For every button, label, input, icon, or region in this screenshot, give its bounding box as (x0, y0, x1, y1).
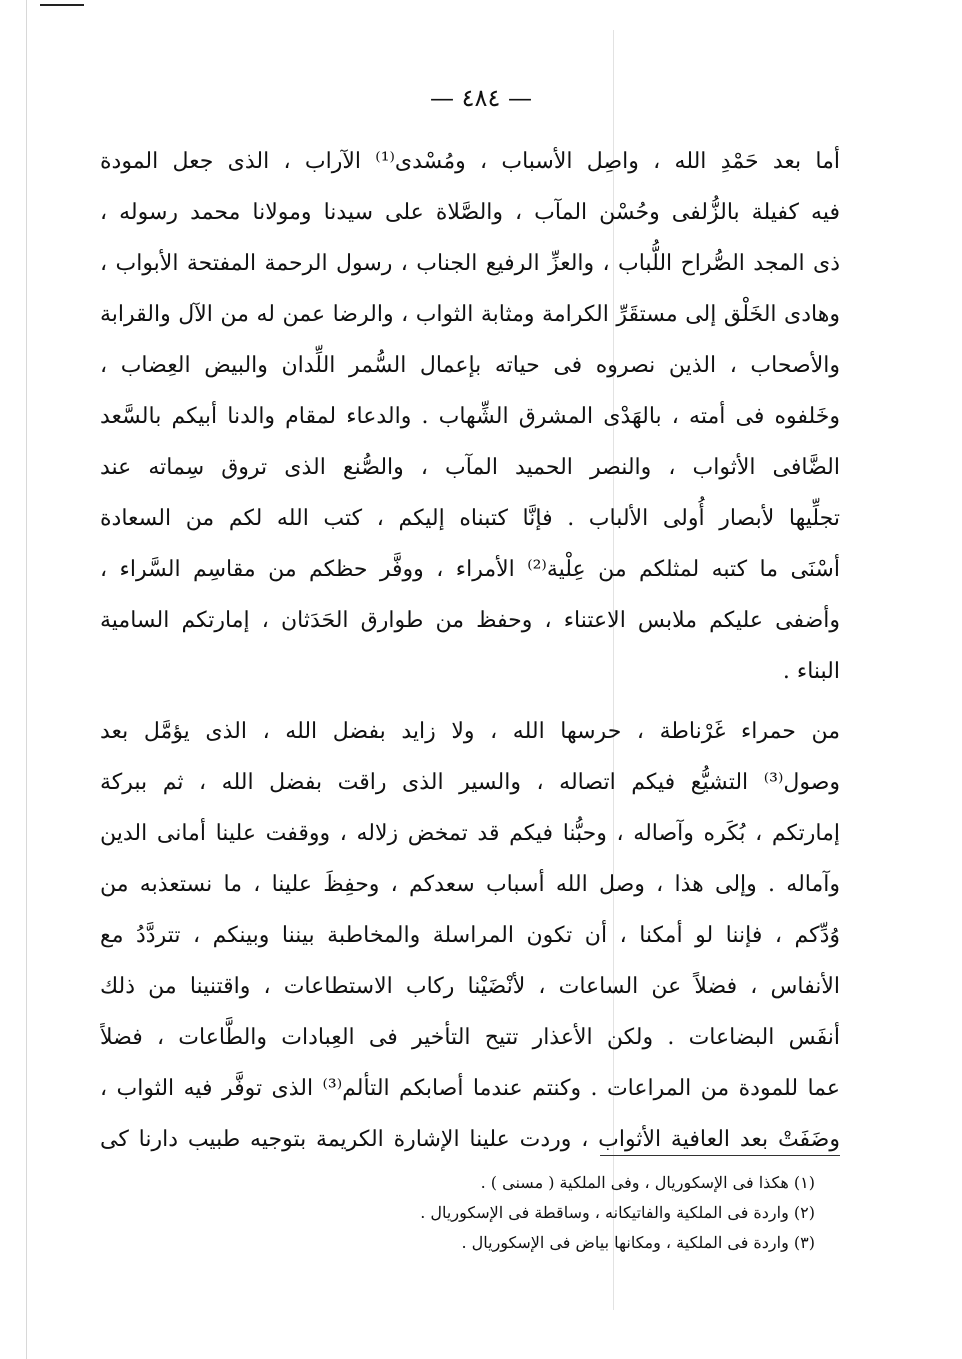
text-line: وصول⁽³⁾ التشيُّع فيكم اتصاله ، والسير الذى راقت بفضل الله ، ثم ببركة (100, 770, 840, 795)
footnotes (100, 1168, 815, 1258)
footnote-separator (600, 1155, 840, 1156)
footnote: (٣) واردة فى الملكية ، ومكانها بياض فى الإسكوريال . (461, 1233, 815, 1252)
footnote: (٢) واردة فى الملكية والفاتيكانه ، وساقطة فى الإسكوريال . (420, 1203, 815, 1222)
text-line: فيه كفيلة بالزُّلفى وحُسْن المآب ، والصَّلاة على سيدنا ومولانا محمد رسوله ، (100, 200, 840, 225)
text-line: عما للمودة من المراعات . وكنتم عندما أصابكم التألم⁽³⁾ الذى توفَّر فيه الثواب ، (100, 1076, 840, 1101)
text-line: وضَفَتْ بعد العافية الأثواب ، وردت علينا الإشارة الكريمة بتوجيه طبيب دارنا كى (100, 1127, 840, 1152)
text-line: الضَّافى الأثواب ، والنصر الحميد المآب ، والصُّنع الذى تروق سِماته عند (100, 455, 840, 480)
text-line: وُدِّكم ، فإننا لو أمكنا ، أن تكون المراسلة والمخاطبة بيننا وبينكم ، تتردَّدُ مع (100, 923, 840, 948)
text-line: أما بعد حَمْدِ الله ، واصِل الأسباب ، ومُسْدى⁽¹⁾ الآراب ، الذى جعل المودة (100, 149, 840, 174)
top-corner-rule (40, 4, 84, 6)
paragraph-2 (100, 706, 840, 1165)
text-line: وهادى الخَلْق إلى مستقَرِّ الكرامة ومثابة الثواب ، والرضا عمن له من الآل والقرابة (100, 302, 840, 327)
text-line: أسْنَى ما كتبه لمثلكم من عِلْية⁽²⁾ الأمراء ، ووفَّر حظكم من مقاسِم السَّراء ، (100, 557, 840, 582)
paragraph-1 (100, 136, 840, 697)
text-line: من حمراء غَرْناطة ، حرسها الله ، ولا زايد بفضل الله ، الذى يؤمَّل بعد (100, 719, 840, 744)
text-line: تجلِّيها لأبصار أُولى الألباب . فإنَّا كتبناه إليكم ، كتب الله لكم من السعادة (100, 506, 840, 531)
page-number: — ٤٨٤ — (430, 84, 532, 112)
text-line: وأضفى عليكم ملابس الاعتناء ، وحفظ من طوارق الحَدَثان ، إمارتكم السامية (100, 608, 840, 633)
text-line: إمارتكم ، بُكَره وآصاله ، وحبُّنا فيكم قد تمخض زلاله ، ووقفت علينا أمانى الدين (100, 821, 840, 846)
text-line: الأنفاس ، فضلاً عن الساعات ، لأنْضَيْنا ركاب الاستطاعات ، واقتنينا من ذلك (100, 974, 840, 999)
text-line: أنفَس البضاعات . ولكن الأعذار تتيح التأخير فى العِبادات والطَّاعات ، فضلاً (100, 1025, 840, 1050)
text-line: ذى المجد الصُّراح اللُّباب ، والعزِّ الرفيع الجناب ، رسول الرحمة المفتحة الأبواب ، (100, 251, 840, 276)
text-line: وآماله . وإلى هذا ، وصل الله أسباب سعدكم ، وحفِظَ علينا ، ما نستعذبه من (100, 872, 840, 897)
text-line: والأصحاب ، الذين نصروه فى حياته بإعمال السُّمر اللِّدان والبيض العِضاب ، (100, 353, 840, 378)
text-line: البناء . (782, 659, 840, 684)
footnote: (١) هكذا فى الإسكوريال ، وفى الملكية ( مسنى ) . (480, 1173, 815, 1192)
text-line: وخَلفوه فى أمته ، بالهَدْى المشرق الشِّهاب . والدعاء لمقام والدنا أبيكم بالسَّعد (100, 404, 840, 429)
page-edge-line (26, 0, 27, 1359)
